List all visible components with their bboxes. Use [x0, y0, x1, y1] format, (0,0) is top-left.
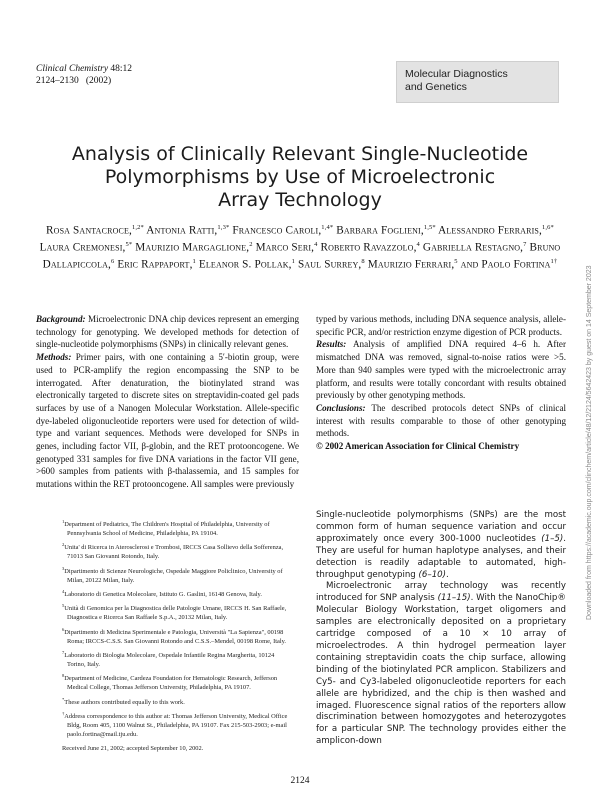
author-affiliation-mark: 1,4*	[321, 224, 334, 231]
footnote	[62, 696, 292, 708]
footnote-text: These authors contributed equally to this work.	[64, 698, 185, 706]
section-label-line1: Molecular Diagnostics	[405, 68, 508, 80]
footnote-text: Department of Pediatrics, The Children's Hospital of Philadelphia, University of Pennsylvania School of Medicine, Philadelphia, PA 19104.	[64, 521, 270, 538]
footnote-mark: 5	[62, 603, 65, 609]
footnote	[62, 602, 292, 623]
body-text	[316, 510, 566, 748]
title-line3: Array Technology	[218, 189, 382, 211]
methods-text-continued: typed by various methods, including DNA sequence analysis, allele-specific PCR, and/or restriction enzyme digestion of PCR products.	[316, 314, 566, 337]
author-name: Barbara Foglieni,	[336, 224, 424, 237]
footnote-text: Unità di Genomica per la Diagnostica delle Patologie Umane, IRCCS H. San Raffaele, Diagnostica e Ricerca San Raffaele S.p.A., 20132 Milan, Italy.	[64, 605, 287, 622]
citation-link[interactable]: (6–10)	[418, 569, 447, 580]
author-name: Eleanor S. Pollak,	[198, 259, 292, 272]
footnote-text: Dipartimento di Medicina Sperimentale e Patologia, Università "La Sapienza", 00198 Roma; IRCCS-C.S.S. San Giovanni Rotondo and C.S.S.–Mendel, 00198 Rome, Italy.	[64, 628, 287, 645]
footnote-text: Laboratorio di Biologia Molecolare, Ospedale Infantile Regina Margherita, 10124 Torino, Italy.	[64, 652, 275, 669]
author-affiliation-mark: 1	[192, 258, 196, 266]
footnote	[62, 518, 292, 539]
author-affiliation-mark: 1	[291, 258, 296, 266]
background-text: Microelectronic DNA chip devices represent an emerging technology for genotyping. We developed methods for detection of single-nucleotide polymorphisms (SNPs) in clinically relevant genes.	[36, 314, 300, 350]
download-sidebar	[586, 150, 600, 620]
footnote-text: Address correspondence to this author at: Thomas Jefferson University, Medical Office Bldg, Room 405, 1100 Walnut St., Philadelphia, PA 19107. Fax 215-503-2903; e-mail paolo.fortina@mail.tju.edu.	[64, 713, 288, 739]
author-affiliation-mark: 2	[249, 241, 253, 249]
section-label-line2: and Genetics	[405, 81, 467, 93]
author-name: Marco Seri,	[255, 241, 315, 254]
author-name: Francesco Caroli,	[232, 224, 322, 237]
author-affiliation-mark: 4	[416, 241, 420, 249]
author-name: Antonia Ratti,	[146, 224, 218, 237]
footnote	[62, 672, 292, 693]
conclusions-label: Conclusions:	[316, 402, 366, 413]
author-name: and Paolo Fortina	[460, 259, 551, 272]
author-name: Roberto Ravazzolo,	[320, 241, 417, 254]
author-affiliation-mark: 8	[361, 258, 365, 266]
background-label: Background:	[36, 314, 86, 324]
author-name: Saul Surrey,	[297, 259, 362, 272]
author-name: Laura Cremonesi,	[39, 241, 126, 254]
author-affiliation-mark: 1,5*	[423, 224, 436, 231]
footnote-text: Dipartimento di Scienze Neurologiche, Ospedale Maggiore Policlinico, University of Milan, 20122 Milan, Italy.	[64, 567, 283, 584]
author-affiliation-mark: 1,3*	[217, 224, 230, 231]
footnote-mark: 4	[62, 588, 65, 594]
abstract-right-column	[316, 313, 566, 453]
footnote-mark: 2	[62, 542, 65, 548]
author-affiliation-mark: 5	[454, 258, 458, 266]
author-affiliation-mark: 7	[523, 241, 527, 249]
results-label: Results:	[316, 339, 347, 350]
author-name: Rosa Santacroce,	[46, 224, 132, 237]
author-name: Bruno Dallapiccola,	[42, 241, 561, 272]
body-paragraph-2: Microelectronic array technology was recently introduced for SNP analysis (11–15). With the NanoChip® Molecular Biology Workstation, target oligomers and samples are electronically deposited on a proprietary cartridge composed of a 10 × 10 array of microelectrodes. A thin hydrogel permeation layer containing streptavidin coats the chip surface, allowing binding of the biotinylated PCR amplicon. Stabilizers and Cy5- and Cy3-labeled oligonucleotide reporters for each allele are hybridized, and the chip is then washed and imaged. Fluorescence signal ratios of the reporters allow discrimination between homozygotes and heterozygotes for a particular SNP. The technology provides either the amplicon-down	[316, 581, 567, 747]
journal-year: (2002)	[85, 76, 112, 86]
footnote	[62, 565, 292, 586]
footnote	[62, 626, 292, 647]
footnote-mark: *	[62, 696, 65, 702]
title-line1: Analysis of Clinically Relevant Single-Nucleotide	[71, 143, 529, 165]
article-title	[40, 143, 560, 212]
section-label	[396, 61, 559, 103]
author-name: Maurizio Ferrari,	[367, 259, 455, 272]
author-name: Alessandro Ferraris,	[438, 224, 542, 237]
footnote	[62, 710, 292, 740]
footnote-text: Received June 21, 2002; accepted September 10, 2002.	[62, 745, 204, 753]
title-line2: Polymorphisms by Use of Microelectronic	[104, 166, 496, 188]
author-name: Eric Rappaport,	[117, 259, 193, 272]
journal-citation	[36, 63, 132, 87]
author-name: Maurizio Margaglione,	[135, 241, 250, 254]
journal-name: Clinical Chemistry	[36, 64, 109, 74]
citation-link[interactable]: (1–5)	[541, 533, 564, 544]
abstract	[0, 313, 600, 499]
journal-pages: 2124–2130	[36, 76, 79, 86]
journal-volume: 48:12	[110, 64, 133, 74]
footnote-mark: 1	[62, 519, 65, 524]
body-paragraph-1: Single-nucleotide polymorphisms (SNPs) are the most common form of human sequence variation and occur approximately once every 300-1000 nucleotides (1–5). They are useful for human haplotype analyses, and their detection is readily adaptable to automated, high-throughput genotyping (6–10).	[316, 510, 566, 580]
methods-label: Methods:	[36, 352, 72, 363]
footnote-mark: 8	[62, 673, 65, 679]
footnote	[62, 649, 292, 670]
citation-link[interactable]: (11–15)	[437, 593, 471, 604]
copyright: © 2002 American Association for Clinical Chemistry	[316, 441, 520, 452]
abstract-left-column	[36, 313, 299, 491]
footnote-text: Laboratorio di Genetica Molecolare, Istituto G. Gaslini, 16148 Genova, Italy.	[64, 591, 262, 599]
author-affiliation-mark: 1,2*	[131, 224, 144, 231]
methods-text: Primer pairs, with one containing a 5′-biotin group, were used to PCR-amplify the region encompassing the SNP to be interrogated. After denaturation, the biotinylated strand was electronically targeted to discrete sites on streptavidin-coated gel pads surfaces by use of a Nanogen Molecular Workstation. Allele-specific dye-labeled oligonucleotide reporters were used for detection of wild-type and variant sequences. Methods were developed for SNPs in genes, including factor VII, β-globin, and the RET protooncogene. We genotyped 331 samples for five DNA variations in the factor VII gene, >600 samples from patients with β-thalassemia, and 15 samples for mutations within the RET protooncogene. All samples were previously	[36, 352, 299, 490]
author-affiliation-mark: 6	[111, 258, 115, 266]
author-affiliation-mark: 5*	[125, 241, 133, 249]
footnote-mark: 7	[62, 650, 65, 656]
footnotes	[62, 518, 292, 757]
footnote	[62, 742, 292, 754]
author-affiliation-mark: 1†	[550, 258, 558, 266]
results-text: Analysis of amplified DNA required 4–6 h. After mismatched DNA was removed, signal-to-noise ratios were >5. More than 940 samples were typed with the microelectronic array platform, and results were totally concordant with results obtained previously by other genotyping methods.	[316, 339, 566, 401]
footnote-mark: 3	[62, 565, 65, 571]
footnote-mark: †	[62, 711, 65, 717]
footnote-text: Unita' di Ricerca in Aterosclerosi e Trombosi, IRCCS Casa Sollievo della Sofferenza, 71013 San Giovanni Rotondo, Italy.	[64, 544, 284, 561]
author-name: Gabriella Restagno,	[422, 241, 524, 254]
conclusions-text: The described protocols detect SNPs of clinical interest with results comparable to those of other genotyping methods.	[316, 402, 567, 439]
author-affiliation-mark: 4	[314, 241, 318, 249]
author-list	[36, 221, 564, 273]
page-number: 2124	[290, 776, 310, 786]
footnote	[62, 541, 292, 562]
author-affiliation-mark: 1,6*	[541, 224, 554, 231]
footnote-text: Department of Medicine, Cardeza Foundation for Hematologic Research, Jefferson Medical College, Thomas Jefferson University, Philadelphia, PA 19107.	[64, 675, 278, 692]
footnote-mark: 6	[62, 626, 65, 632]
download-note: Downloaded from https://academic.oup.com/clinchem/article/48/12/2124/5642423 by guest on 14 September 2023	[586, 265, 593, 620]
footnote	[62, 588, 292, 600]
